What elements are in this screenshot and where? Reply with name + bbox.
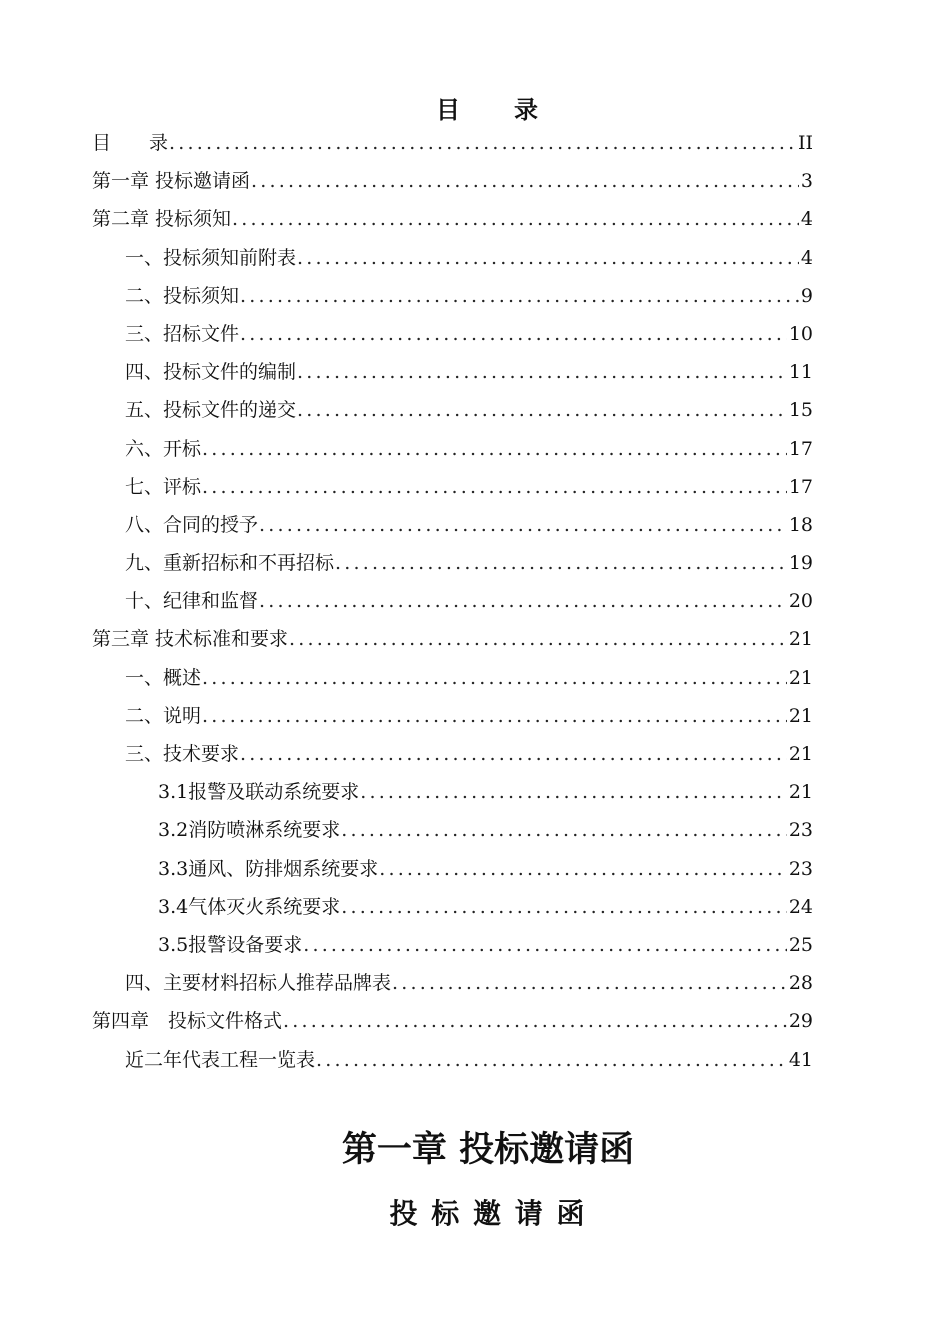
toc-entry[interactable]	[92, 162, 813, 200]
toc-entry-page-number: 4	[800, 208, 813, 231]
toc-entry-title: 第四章 投标文件格式	[92, 1010, 283, 1033]
toc-dot-leader	[259, 582, 787, 620]
toc-entry-page-number: 17	[788, 437, 813, 460]
toc-dot-leader	[240, 735, 787, 773]
toc-entry[interactable]	[92, 200, 813, 238]
toc-entry-title: 第二章 投标须知	[92, 208, 232, 231]
toc-entry-title: 一、投标须知前附表	[125, 246, 297, 269]
toc-entry[interactable]	[92, 277, 813, 315]
toc-entry-title: 八、合同的授予	[125, 513, 259, 536]
toc-entry-title: 四、投标文件的编制	[125, 361, 297, 384]
toc-entry-title: 二、说明	[125, 704, 202, 727]
toc-entry-title: 四、主要材料招标人推荐品牌表	[125, 972, 392, 995]
toc-entry-title: 目 录	[92, 132, 169, 154]
toc-entry-page-number: 21	[788, 781, 813, 804]
toc-dot-leader	[379, 850, 787, 888]
toc-entry-title: 第一章 投标邀请函	[92, 170, 251, 193]
toc-entry-title: 十、纪律和监督	[125, 590, 259, 613]
toc-dot-leader	[240, 315, 787, 353]
toc-entry-page-number: 10	[788, 322, 813, 345]
toc-dot-leader	[202, 697, 787, 735]
toc-entry-page-number: 19	[788, 552, 813, 575]
toc-entry[interactable]	[92, 926, 813, 964]
toc-entry[interactable]	[92, 697, 813, 735]
toc-entry[interactable]	[92, 391, 813, 429]
toc-entry[interactable]	[92, 850, 813, 888]
toc-dot-leader	[259, 506, 787, 544]
toc-entry-page-number: 23	[788, 857, 813, 880]
toc-entry[interactable]	[92, 773, 813, 811]
toc-dot-leader	[303, 926, 787, 964]
toc-dot-leader	[341, 888, 787, 926]
toc-dot-leader	[169, 124, 796, 162]
toc-entry[interactable]	[92, 430, 813, 468]
toc-entry[interactable]	[92, 544, 813, 582]
toc-entry-page-number: 18	[788, 513, 813, 536]
toc-entry-page-number: 24	[788, 895, 813, 918]
toc-entry-page-number: 21	[788, 743, 813, 765]
toc-entry-page-number: 29	[788, 1010, 813, 1033]
toc-entry[interactable]	[92, 620, 813, 658]
toc-entry-title: 三、招标文件	[125, 322, 240, 345]
toc-dot-leader	[341, 811, 787, 849]
toc-entry-title: 第三章 技术标准和要求	[92, 628, 289, 651]
toc-entry-page-number: 11	[788, 361, 813, 384]
toc-dot-leader	[297, 353, 787, 391]
toc-entry-page-number: 41	[788, 1048, 813, 1071]
toc-entry-page-number: 17	[788, 475, 813, 498]
toc-entry-page-number: 3	[800, 170, 813, 193]
toc-entry[interactable]	[92, 315, 813, 353]
toc-entry[interactable]	[92, 582, 813, 620]
chapter-title: 第一章 投标邀请函	[341, 1130, 635, 1170]
toc-entry-page-number: 21	[788, 628, 813, 651]
toc-dot-leader	[283, 1002, 787, 1040]
toc-dot-leader	[251, 162, 799, 200]
toc-entry-title: 七、评标	[125, 475, 202, 498]
toc-entry-title: 六、开标	[125, 437, 202, 460]
toc-dot-leader	[202, 468, 787, 506]
toc-entry-title: 近二年代表工程一览表	[125, 1048, 316, 1071]
toc-entry-title: 一、概述	[125, 666, 202, 689]
toc-entry[interactable]	[92, 1002, 813, 1040]
toc-entry[interactable]	[92, 735, 813, 773]
toc-dot-leader	[202, 430, 787, 468]
toc-entry-page-number: 9	[800, 284, 813, 307]
toc-entry-title: 三、技术要求	[125, 743, 240, 765]
toc-entry-title: 二、投标须知	[125, 284, 240, 307]
toc-dot-leader	[335, 544, 787, 582]
toc-entry-title: 3.4气体灭火系统要求	[158, 895, 341, 918]
toc-dot-leader	[360, 773, 787, 811]
toc-entry-title: 3.5报警设备要求	[158, 933, 303, 956]
toc-entry-title: 3.3通风、防排烟系统要求	[158, 857, 379, 880]
toc-entry-title: 五、投标文件的递交	[125, 399, 297, 422]
toc-entry-page-number: 23	[788, 819, 813, 842]
toc-dot-leader	[202, 659, 787, 697]
toc-entry[interactable]	[92, 239, 813, 277]
toc-entry-page-number: II	[797, 132, 813, 154]
toc-dot-leader	[289, 620, 787, 658]
toc-entry[interactable]	[92, 124, 813, 162]
toc-entry-page-number: 25	[788, 933, 813, 956]
toc-entry[interactable]	[92, 468, 813, 506]
toc-dot-leader	[240, 277, 799, 315]
toc-entry-title: 3.2消防喷淋系统要求	[158, 819, 341, 842]
toc-dot-leader	[297, 391, 787, 429]
toc-entry[interactable]	[92, 888, 813, 926]
toc-entry-page-number: 28	[788, 972, 813, 995]
toc-dot-leader	[392, 964, 787, 1002]
toc-entry-page-number: 21	[788, 704, 813, 727]
table-of-contents	[92, 124, 813, 1079]
toc-dot-leader	[297, 239, 799, 277]
toc-entry[interactable]	[92, 506, 813, 544]
toc-entry-page-number: 4	[800, 246, 813, 269]
toc-entry[interactable]	[92, 964, 813, 1002]
toc-entry[interactable]	[92, 1041, 813, 1079]
toc-entry-title: 3.1报警及联动系统要求	[158, 781, 360, 804]
invitation-letter-title: 投 标 邀 请 函	[389, 1197, 587, 1230]
toc-entry-page-number: 15	[788, 399, 813, 422]
toc-entry[interactable]	[92, 659, 813, 697]
toc-entry[interactable]	[92, 353, 813, 391]
toc-entry-title: 九、重新招标和不再招标	[125, 552, 335, 575]
toc-entry[interactable]	[92, 811, 813, 849]
toc-dot-leader	[316, 1041, 787, 1079]
toc-entry-page-number: 20	[788, 590, 813, 613]
toc-dot-leader	[232, 200, 799, 238]
toc-heading: 目 录	[436, 95, 540, 124]
toc-entry-page-number: 21	[788, 666, 813, 689]
